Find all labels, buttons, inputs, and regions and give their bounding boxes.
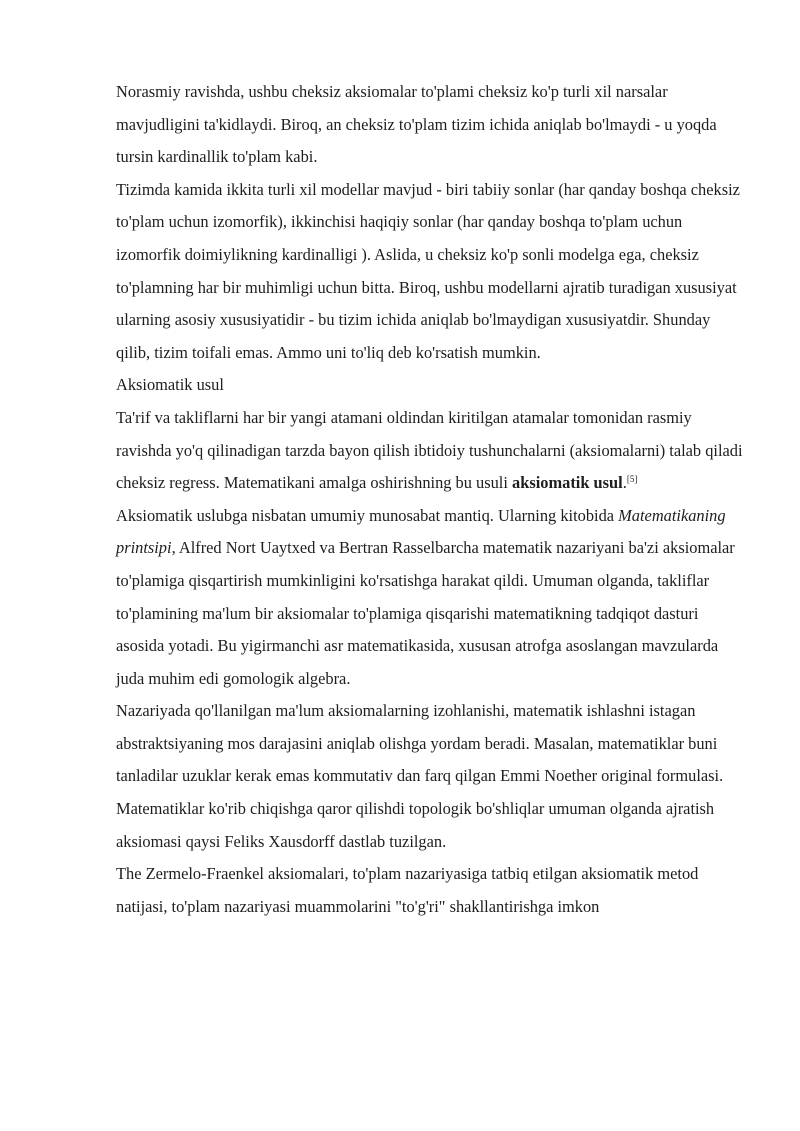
reference-link[interactable]: [5] — [626, 474, 638, 485]
paragraph-6: The Zermelo-Fraenkel aksiomalari, to'plam nazariyasiga tatbiq etilgan aksiomatik metod natijasi, to'plam nazariyasi muammolarini "to'g'ri" shakllantirishga imkon — [116, 864, 699, 916]
paragraph-4 — [116, 500, 746, 696]
bold-term: aksiomatik usul — [512, 473, 623, 493]
paragraph-2: Tizimda kamida ikkita turli xil modellar mavjud - biri tabiiy sonlar (har qanday boshqa cheksiz to'plam uchun izomorfik), ikkinchisi haqiqiy sonlar (har qanday boshqa to'plam uchun izomorfik doimiylikning kardinalligi ). Aslida, u cheksiz ko'p sonli modelga ega, cheksiz to'plamning har bir muhimligi uchun bitta. Biroq, ushbu modellarni ajratib turadigan xususiyat ularning asosiy xususiyatidir - bu tizim ichida aniqlab bo'lmaydigan xususiyatdir. Shunday qilib, tizim toifali emas. Ammo uni to'liq deb ko'rsatish mumkin. — [116, 179, 740, 362]
paragraph-5: Nazariyada qo'llanilgan ma'lum aksiomalarning izohlanishi, matematik ishlashni istagan abstraktsiyaning mos darajasini aniqlab olishga yordam beradi. Masalan, matematiklar buni tanladilar uzuklar kerak emas kommutativ dan farq qilgan Emmi Noether original formulasi. Matematiklar ko'rib chiqishga qaror qilishdi topologik bo'shliqlar umuman olganda ajratish aksiomasi qaysi Feliks Xausdorff dastlab tuzilgan. — [116, 701, 724, 851]
book-title: Matematikaning printsipi — [116, 505, 726, 558]
section-heading: Aksiomatik usul — [116, 375, 224, 395]
paragraph-1: Norasmiy ravishda, ushbu cheksiz aksiomalar to'plami cheksiz ko'p turli xil narsalar mavjudligini ta'kidlaydi. Biroq, an cheksiz to'plam tizim ichida aniqlab bo'lmaydi - u yoqda tursin kardinallik to'plam kabi. — [116, 82, 717, 167]
paragraph-3-text: Ta'rif va takliflarni har bir yangi atamani oldindan kiritilgan atamalar tomonidan rasmiy ravishda yo'q qilinadigan tarzda bayon qilish ibtidoiy tushunchalarni (aksiomalarni) talab qiladi cheksiz regress. Matematikani amalga oshirishning bu usuli — [116, 407, 743, 493]
document-page — [116, 76, 746, 923]
paragraph-3-end: . — [622, 473, 627, 493]
paragraph-4-text-a: Aksiomatik uslubga nisbatan umumiy munosabat mantiq. Ularning kitobida — [116, 505, 619, 525]
paragraph-3 — [116, 402, 746, 500]
paragraph-4-text-b: , Alfred Nort Uaytxed va Bertran Rasselbarcha matematik nazariyani ba'zi aksiomalar to'plamiga qisqartirish mumkinligini ko'rsatishga harakat qildi. Umuman olganda, takliflar to'plamining ma'lum bir aksiomalar to'plamiga qisqarishi matematikning tadqiqot dasturi asosida yotadi. Bu yigirmanchi asr matematikasida, xususan atrofga asoslangan mavzularda juda muhim edi gomologik algebra. — [116, 538, 735, 688]
